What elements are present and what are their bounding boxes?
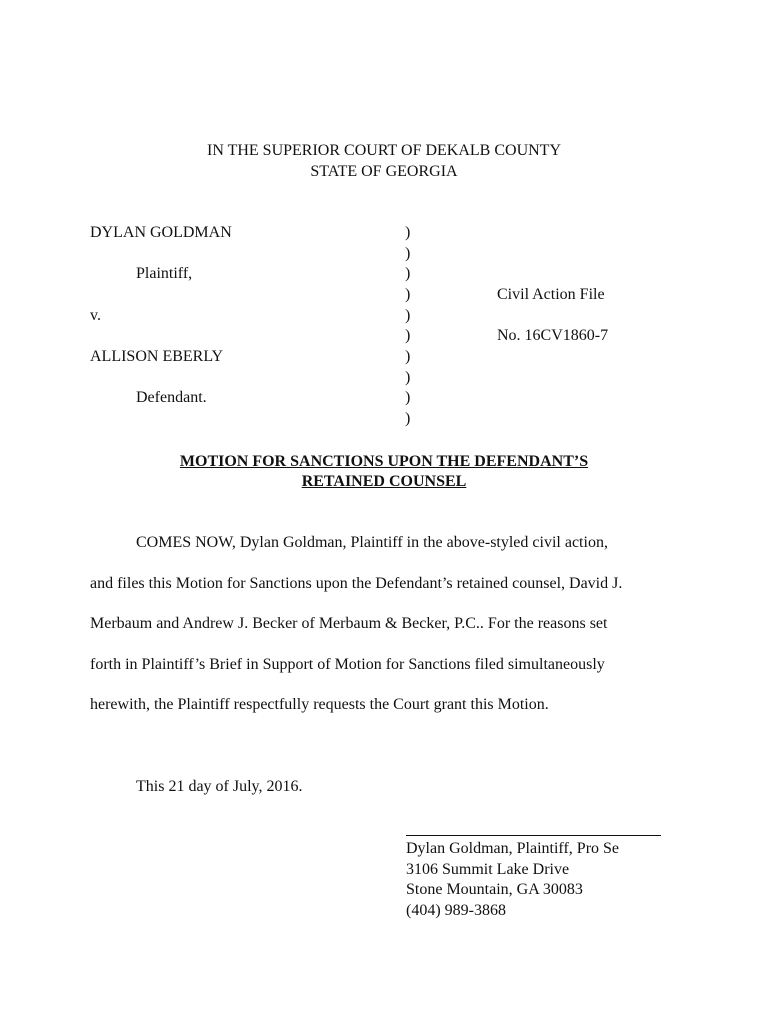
caption-paren: ) [405,389,411,406]
caption-paren: ) [405,245,411,262]
versus-label: v. [90,307,101,324]
body-line: Merbaum and Andrew J. Becker of Merbaum & Becker, P.C.. For the reasons set [90,615,608,632]
defendant-name: ALLISON EBERLY [90,348,224,365]
caption-paren: ) [405,265,411,282]
caption-paren: ) [405,410,411,427]
signature-line [406,835,661,836]
court-name: IN THE SUPERIOR COURT OF DEKALB COUNTY [206,142,562,159]
signer-address-city: Stone Mountain, GA 30083 [406,881,583,898]
body-line: herewith, the Plaintiff respectfully requests the Court grant this Motion. [90,696,549,713]
signer-name: Dylan Goldman, Plaintiff, Pro Se [406,840,620,857]
signer-phone: (404) 989-3868 [406,902,506,919]
case-number: No. 16CV1860-7 [497,327,609,344]
caption-paren: ) [405,369,411,386]
caption-paren: ) [405,348,411,365]
body-line: forth in Plaintiff’s Brief in Support of Motion for Sanctions filed simultaneously [90,656,605,673]
caption-paren: ) [405,307,411,324]
court-state: STATE OF GEORGIA [310,163,458,180]
body-line: COMES NOW, Dylan Goldman, Plaintiff in the above-styled civil action, [136,534,608,551]
signer-address-street: 3106 Summit Lake Drive [406,861,570,878]
plaintiff-role: Plaintiff, [136,265,193,282]
defendant-role: Defendant. [136,389,207,406]
caption-paren: ) [405,286,411,303]
body-line: and files this Motion for Sanctions upon the Defendant’s retained counsel, David J. [90,575,623,592]
motion-title-line1: MOTION FOR SANCTIONS UPON THE DEFENDANT’S [179,453,589,470]
motion-title-line2: RETAINED COUNSEL [301,473,467,490]
caption-paren: ) [405,327,411,344]
plaintiff-name: DYLAN GOLDMAN [90,224,232,241]
caption-paren: ) [405,224,411,241]
date-line: This 21 day of July, 2016. [136,778,303,795]
civil-action-label: Civil Action File [497,286,605,303]
